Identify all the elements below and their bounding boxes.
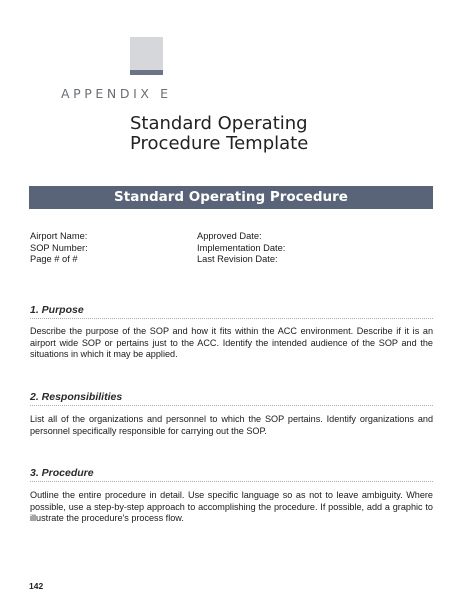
template-banner: Standard Operating Procedure [29, 186, 433, 209]
document-title [130, 114, 308, 154]
implementation-date-field: Implementation Date: [197, 242, 286, 253]
approved-date-field: Approved Date: [197, 231, 262, 241]
field-column-right [197, 231, 285, 266]
airport-name-field: Airport Name: [30, 231, 88, 241]
field-column-left [30, 231, 88, 266]
page-number: 142 [29, 581, 44, 591]
last-revision-date-field: Last Revision Date: [197, 254, 278, 264]
page-count-field: Page # of # [30, 254, 78, 264]
section-heading-responsibilities: 2. Responsibilities [30, 391, 433, 406]
document-title-line2: Procedure Template [130, 133, 309, 154]
section-body-responsibilities: List all of the organizations and personnel to which the SOP pertains. Identify organizations and personnel specifically responsible for carrying out the SOP. [30, 414, 433, 436]
section-heading-purpose: 1. Purpose [30, 304, 433, 319]
appendix-tab-marker [130, 37, 163, 75]
section-body-purpose: Describe the purpose of the SOP and how it fits within the ACC environment. Describe if it is an airport wide SOP or pertains just to the ACC. Identify the intended audience of the SOP and the situations in which it may be applied. [30, 326, 433, 360]
sop-number-field: SOP Number: [30, 242, 88, 253]
document-title-line1: Standard Operating [130, 113, 308, 134]
section-heading-procedure: 3. Procedure [30, 467, 433, 482]
section-body-procedure: Outline the entire procedure in detail. Use specific language so as not to leave ambiguity. Where possible, use a step-by-step approach to accomplishing the procedure. If possible, add a graphic to illustrate the procedure's process flow. [30, 490, 433, 524]
appendix-label: APPENDIX E [61, 86, 172, 101]
